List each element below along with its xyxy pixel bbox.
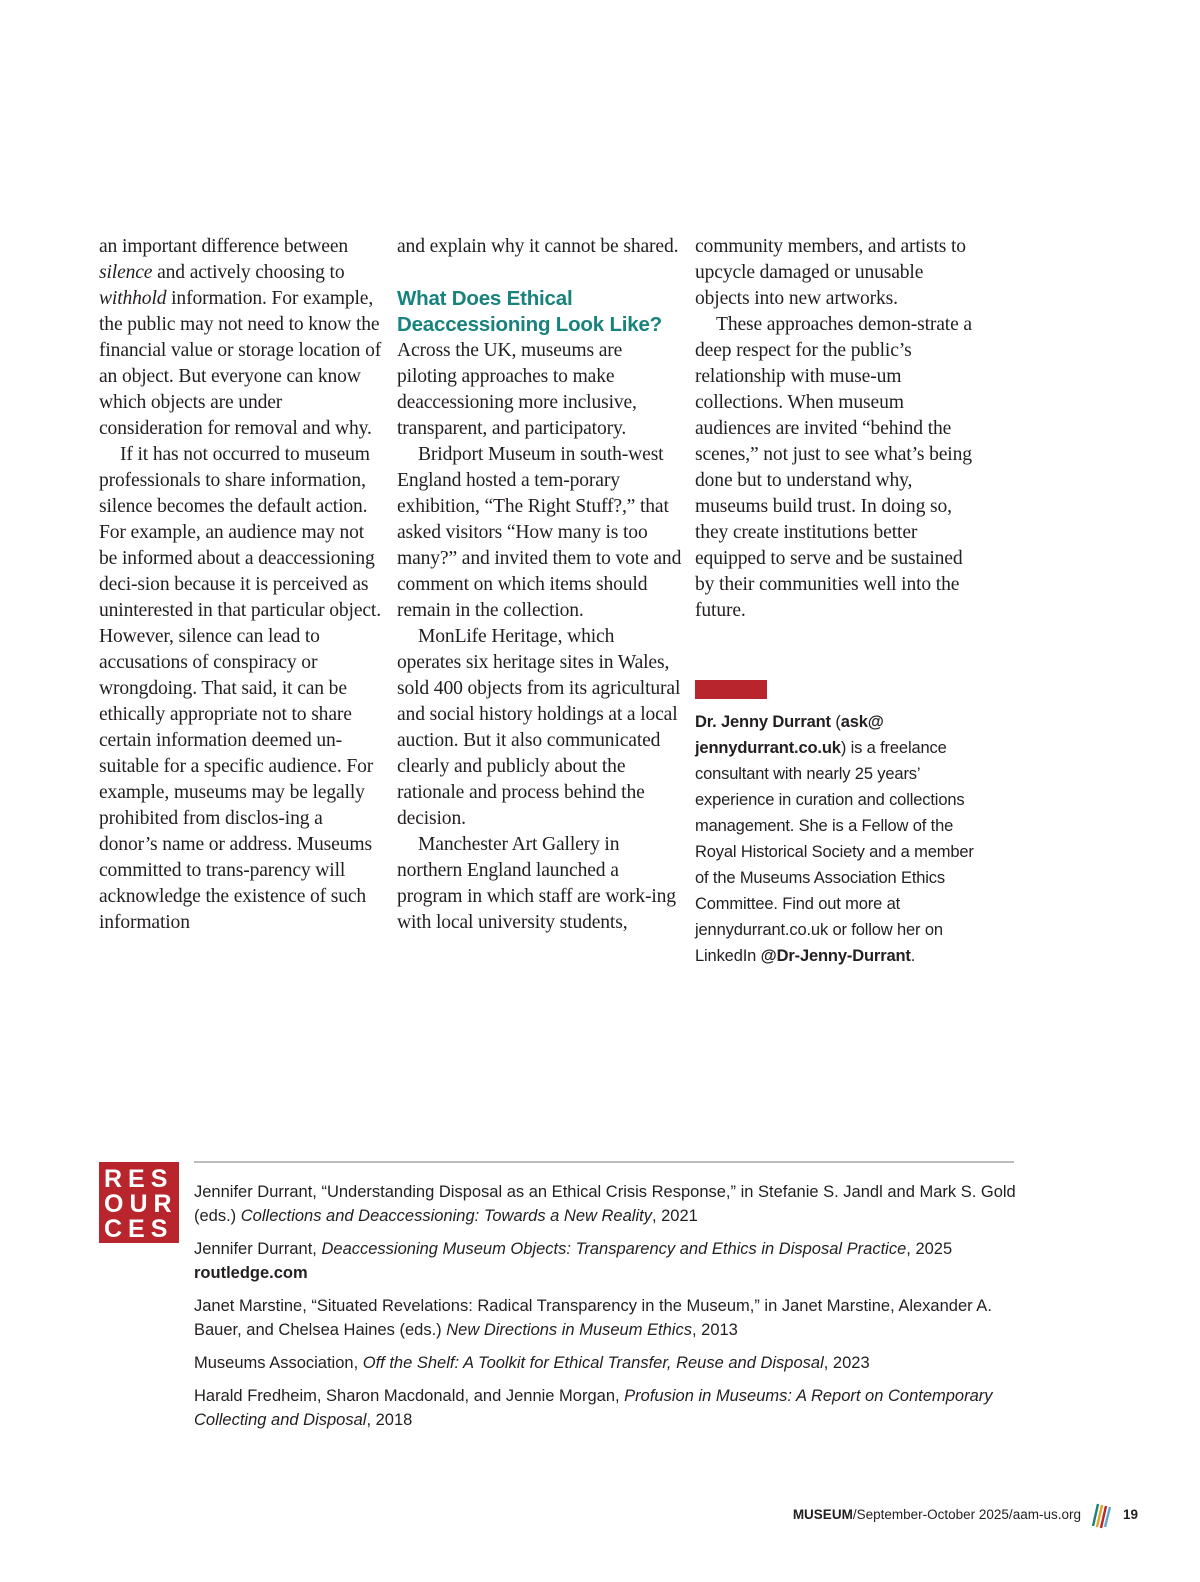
paragraph: If it has not occurred to museum professionals to share information, silence becomes the default action. For example, an audience may not be informed about a deaccessioning deci-sion because it is perceived as uninterested in that particular object. However, silence can lead to accusations of conspiracy or wrongdoing. That said, it can be ethically appropriate not to share certain information deemed un-suitable for a specific audience. For example, museums may be legally prohibited from disclos-ing a donor’s name or address. Museums committed to trans-parency will acknowledge the existence of such information xyxy=(99,444,381,933)
author-name: Dr. Jenny Durrant xyxy=(695,713,831,731)
author-bio: Dr. Jenny Durrant (ask@ jennydurrant.co.uk) is a freelance consultant with nearly 25 years’ experience in curation and collections management. She is a Fellow of the Royal Historical Society and a member of the Museums Association Ethics Committee. Find out more at jennydurrant.co.uk or follow her on LinkedIn @Dr-Jenny-Durrant. xyxy=(695,713,974,965)
resource-item: Museums Association, Off the Shelf: A Toolkit for Ethical Transfer, Reuse and Disposal, 2023 xyxy=(194,1354,870,1372)
page-number: 19 xyxy=(1122,1507,1138,1522)
page-footer: MUSEUM / September-October 2025 / aam-us.org 19 xyxy=(793,1500,1138,1530)
paragraph: Manchester Art Gallery in northern England launched a program in which staff are work-ing with local university students, xyxy=(397,834,676,933)
resources-logo: RES OUR CES xyxy=(99,1162,179,1243)
paragraph: an important difference between silence and actively choosing to withhold information. For example, the public may not need to know the financial value or storage location of an object. But everyone can know which objects are under consideration for removal and why. xyxy=(99,236,382,439)
paragraph: community members, and artists to upcycle damaged or unusable objects into new artworks. xyxy=(695,236,966,309)
article-column-1 xyxy=(99,234,384,936)
paragraph: These approaches demon-strate a deep respect for the public’s relationship with muse-um collections. When museum audiences are invited “behind the scenes,” not just to see what’s being done but to understand why, museums build trust. In doing so, they create institutions better equipped to serve and be sustained by their communities well into the future. xyxy=(695,314,972,621)
website-link[interactable]: aam-us.org xyxy=(1012,1507,1081,1522)
article-column-3 xyxy=(695,234,980,969)
paragraph: Bridport Museum in south-west England hosted a tem-porary exhibition, “The Right Stuff?,” that asked visitors “How many is too many?” and invited them to vote and comment on which items should remain in the collection. xyxy=(397,444,682,621)
resources-divider xyxy=(194,1161,1014,1163)
aam-stripes-icon xyxy=(1087,1500,1113,1530)
author-bio-divider xyxy=(695,680,767,699)
resource-item: Janet Marstine, “Situated Revelations: Radical Transparency in the Museum,” in Janet Marstine, Alexander A. Bauer, and Chelsea Haines (eds.) New Directions in Museum Ethics, 2013 xyxy=(194,1297,992,1339)
author-email-link[interactable]: ask@ jennydurrant.co.uk xyxy=(695,713,884,757)
magazine-name: MUSEUM xyxy=(792,1507,853,1522)
resource-website-link[interactable]: routledge.com xyxy=(194,1264,308,1282)
resources-list xyxy=(194,1180,1044,1441)
paragraph: MonLife Heritage, which operates six heritage sites in Wales, sold 400 objects from its agricultural and social history holdings at a local auction. But it also communicated clearly and publicly about the rationale and process behind the decision. xyxy=(397,626,681,829)
paragraph: Across the UK, museums are piloting approaches to make deaccessioning more inclusive, transparent, and participatory. xyxy=(397,340,637,439)
issue-date: September-October 2025 xyxy=(856,1507,1009,1522)
author-linkedin-link[interactable]: @Dr-Jenny-Durrant xyxy=(760,947,911,965)
section-heading: What Does Ethical Deaccessioning Look Like? xyxy=(397,287,662,336)
resource-item: Harald Fredheim, Sharon Macdonald, and Jennie Morgan, Profusion in Museums: A Report on Contemporary Collecting and Disposal, 2018 xyxy=(194,1387,993,1429)
resource-item: Jennifer Durrant, “Understanding Disposal as an Ethical Crisis Response,” in Stefanie S. Jandl and Mark S. Gold (eds.) Collections and Deaccessioning: Towards a New Reality, 2021 xyxy=(194,1183,1016,1225)
article-column-2 xyxy=(397,234,682,936)
paragraph: and explain why it cannot be shared. xyxy=(397,236,679,257)
resource-item: Jennifer Durrant, Deaccessioning Museum Objects: Transparency and Ethics in Disposal Practice, 2025 routledge.com xyxy=(194,1240,953,1282)
